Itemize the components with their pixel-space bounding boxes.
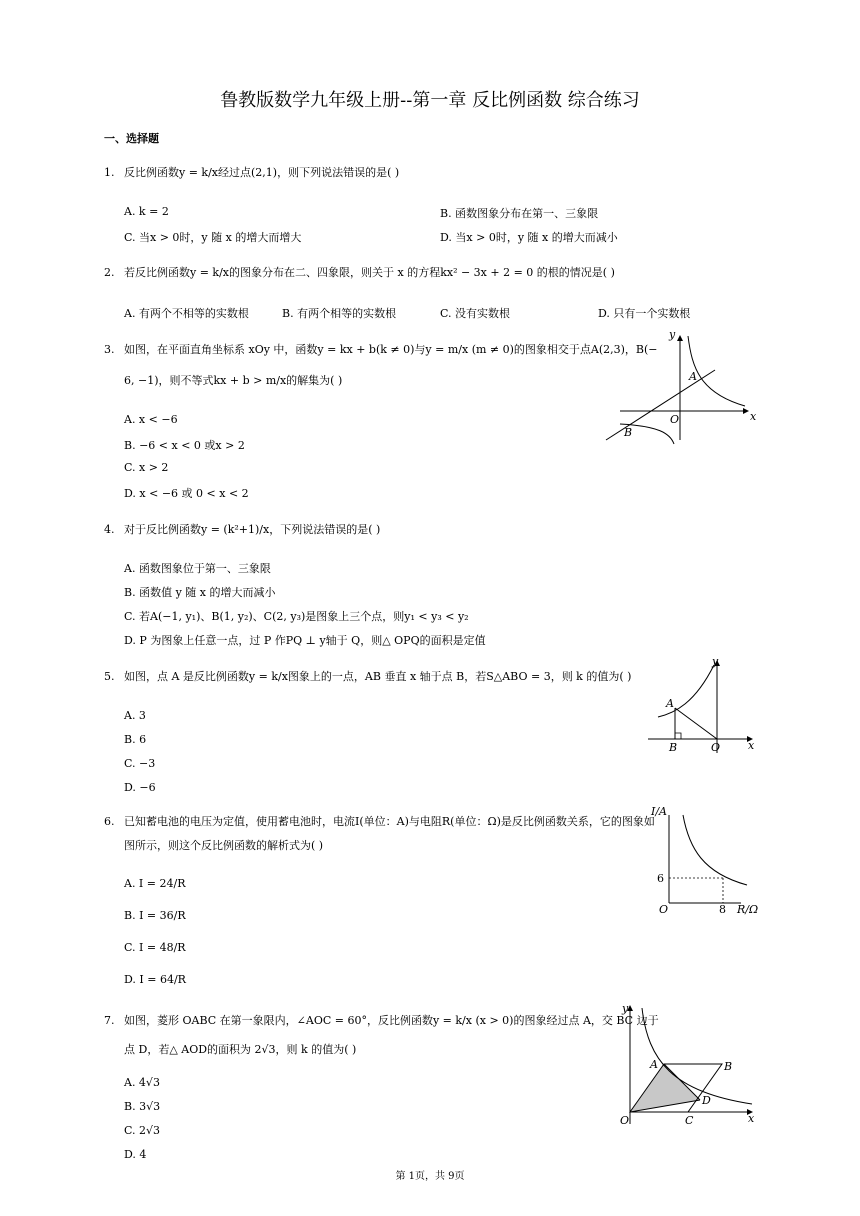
q6-y-label: I/A [651, 805, 667, 818]
question-number: 1. [104, 166, 115, 179]
question-text-line: 已知蓄电池的电压为定值，使用蓄电池时，电流I(单位：A)与电阻R(单位：Ω)是反比例函数关系，它的图象如 [124, 815, 655, 828]
option-d: D. I = 64/R [124, 973, 186, 986]
q3-y-label: y [669, 328, 676, 341]
option-b: B. −6 < x < 0 或x > 2 [124, 439, 245, 452]
option-c: C. I = 48/R [124, 941, 186, 954]
q5-o-label: O [711, 741, 721, 754]
option-c: C. −3 [124, 757, 156, 770]
option-d: D. 只有一个实数根 [598, 307, 691, 320]
question-number: 4. [104, 523, 115, 536]
option-d: D. P 为图象上任意一点，过 P 作PQ ⊥ y轴于 Q，则△ OPQ的面积是定值 [124, 634, 486, 647]
option-a: A. I = 24/R [124, 877, 186, 890]
page-footer: 第 1页，共 9页 [395, 1171, 465, 1182]
option-d: D. 4 [124, 1148, 147, 1161]
q5-figure [640, 655, 765, 755]
question-text-line: 6, −1)，则不等式kx + b > m/x的解集为( ) [124, 374, 343, 387]
question-text: 对于反比例函数y = (k²+1)/x，下列说法错误的是( ) [124, 523, 381, 536]
q5-point-a: A [666, 697, 674, 710]
question-text-line: 点 D，若△ AOD的面积为 2√3，则 k 的值为( ) [124, 1043, 357, 1056]
option-d: D. −6 [124, 781, 156, 794]
question-number: 2. [104, 266, 115, 279]
question-text: 若反比例函数y = k/x的图象分布在二、四象限，则关于 x 的方程kx² − 3x + 2 = 0 的根的情况是( ) [124, 266, 615, 279]
q5-point-b: B [669, 741, 678, 754]
q6-tick-8: 8 [719, 903, 726, 916]
q7-point-a: A [650, 1058, 658, 1071]
q7-figure [612, 1000, 762, 1128]
q7-point-c: C [685, 1114, 694, 1127]
option-a: A. 函数图象位于第一、三象限 [124, 562, 271, 575]
q3-x-label: x [750, 410, 757, 423]
option-d: D. x < −6 或 0 < x < 2 [124, 487, 249, 500]
q7-o-label: O [620, 1114, 630, 1127]
option-c: C. 2√3 [124, 1124, 161, 1137]
question-number: 7. [104, 1014, 115, 1027]
q6-x-label: R/Ω [737, 903, 759, 916]
option-c: C. 没有实数根 [440, 307, 511, 320]
option-c: C. 若A(−1, y₁)、B(1, y₂)、C(2, y₃)是图象上三个点，则y₁ < y₃ < y₂ [124, 610, 469, 623]
option-d: D. 当x > 0时，y 随 x 的增大而减小 [440, 231, 618, 244]
q5-x-label: x [748, 739, 755, 752]
question-number: 5. [104, 670, 115, 683]
question-text-line: 图所示，则这个反比例函数的解析式为( ) [124, 839, 324, 852]
option-a: A. 4√3 [124, 1076, 160, 1089]
question-text-line: 如图，在平面直角坐标系 xOy 中，函数y = kx + b(k ≠ 0)与y = m/x (m ≠ 0)的图象相交于点A(2,3)，B(− [124, 343, 658, 356]
question-text: 如图，点 A 是反比例函数y = k/x图象上的一点，AB 垂直 x 轴于点 B，若S△ABO = 3，则 k 的值为( ) [124, 670, 632, 683]
q3-point-b: B [624, 426, 633, 439]
q5-y-label: y [712, 655, 719, 668]
option-b: B. 6 [124, 733, 147, 746]
option-b: B. 函数图象分布在第一、三象限 [440, 207, 599, 220]
option-b: B. 3√3 [124, 1100, 161, 1113]
option-c: C. x > 2 [124, 461, 169, 474]
q7-point-b: B [724, 1060, 733, 1073]
q7-x-label: x [748, 1112, 755, 1125]
q7-point-d: D [702, 1094, 711, 1107]
q6-tick-6: 6 [657, 872, 664, 885]
question-text: 反比例函数y = k/x经过点(2,1)，则下列说法错误的是( ) [124, 166, 400, 179]
option-a: A. k = 2 [124, 205, 169, 218]
page-title: 鲁教版数学九年级上册--第一章 反比例函数 综合练习 [220, 90, 640, 111]
section-heading: 一、选择题 [104, 132, 159, 145]
q6-figure [645, 803, 765, 918]
q3-point-a: A [689, 370, 697, 383]
option-a: A. x < −6 [124, 413, 178, 426]
question-text-line: 如图，菱形 OABC 在第一象限内，∠AOC = 60°，反比例函数y = k/x (x > 0)的图象经过点 A，交 BC 边于 [124, 1014, 659, 1027]
option-c: C. 当x > 0时，y 随 x 的增大而增大 [124, 231, 302, 244]
q3-o-label: O [670, 413, 680, 426]
q7-y-label: y [622, 1002, 629, 1015]
option-b: B. 函数值 y 随 x 的增大而减小 [124, 586, 276, 599]
question-number: 6. [104, 815, 115, 828]
q6-o-label: O [659, 903, 669, 916]
option-a: A. 3 [124, 709, 146, 722]
option-a: A. 有两个不相等的实数根 [124, 307, 249, 320]
option-b: B. 有两个相等的实数根 [282, 307, 397, 320]
option-b: B. I = 36/R [124, 909, 186, 922]
question-number: 3. [104, 343, 115, 356]
q3-figure [600, 328, 765, 446]
